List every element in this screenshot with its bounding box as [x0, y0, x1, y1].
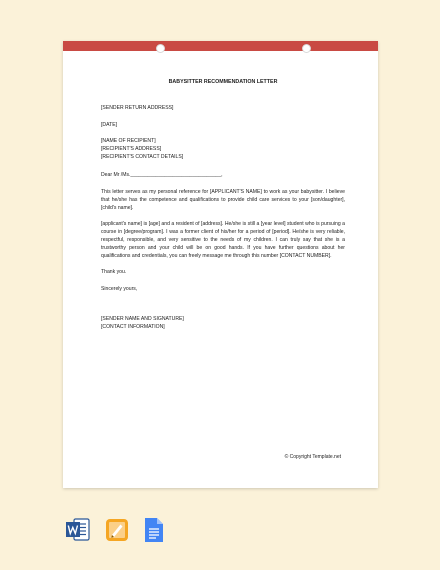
letter-date: [DATE]: [101, 121, 118, 128]
letter-title: BABYSITTER RECOMMENDATION LETTER: [168, 79, 278, 85]
recipient-address: [RECIPIENT'S ADDRESS]: [101, 145, 162, 152]
signature-block: [101, 316, 345, 331]
copyright-text: © Copyright Template.net: [284, 454, 341, 460]
binder-hole-left: [156, 44, 165, 53]
paragraph-1: This letter serves as my personal reference for [APPLICANT'S NAME] to work as your babysitter. I believe that he/she has the competence and qualifications to provide child care services to your [son/daughter], [child's name].: [101, 188, 345, 211]
contact-information: [CONTACT INFORMATION]: [101, 323, 165, 330]
recipient-block: [101, 138, 345, 161]
letter-page: [63, 41, 378, 488]
sender-name-signature: [SENDER NAME AND SIGNATURE]: [101, 315, 184, 322]
recipient-contact: [RECIPIENT'S CONTACT DETAILS]: [101, 153, 184, 160]
word-icon[interactable]: [65, 517, 91, 548]
letter-content: [101, 79, 345, 331]
top-band: [63, 41, 378, 51]
paragraph-2: [applicant's name] is [age] and a resident of [address]. He/she is still a [year level] student who is pursuing a course in [degree/program]. I was a former client of his/her for a period of [period]. He/she is very reliable, respectful, responsible, and very sensitive to the needs of my children. I can truly say that she is a trustworthy person and your child will be on good hands. If you have further questions about her qualifications and credentials, you can freely message me through this number [CONTACT NUMBER].: [101, 221, 345, 259]
thanks-line: Thank you.: [101, 269, 127, 276]
binder-hole-right: [302, 44, 311, 53]
google-docs-icon[interactable]: [144, 517, 164, 548]
sender-return-address: [SENDER RETURN ADDRESS]: [101, 104, 174, 111]
recipient-name: [NAME OF RECIPIENT]: [101, 138, 156, 145]
salutation: Dear Mr /Ms.________________________________,: [101, 172, 223, 179]
pages-icon[interactable]: [105, 517, 129, 548]
closing-line: Sincerely yours,: [101, 286, 138, 293]
